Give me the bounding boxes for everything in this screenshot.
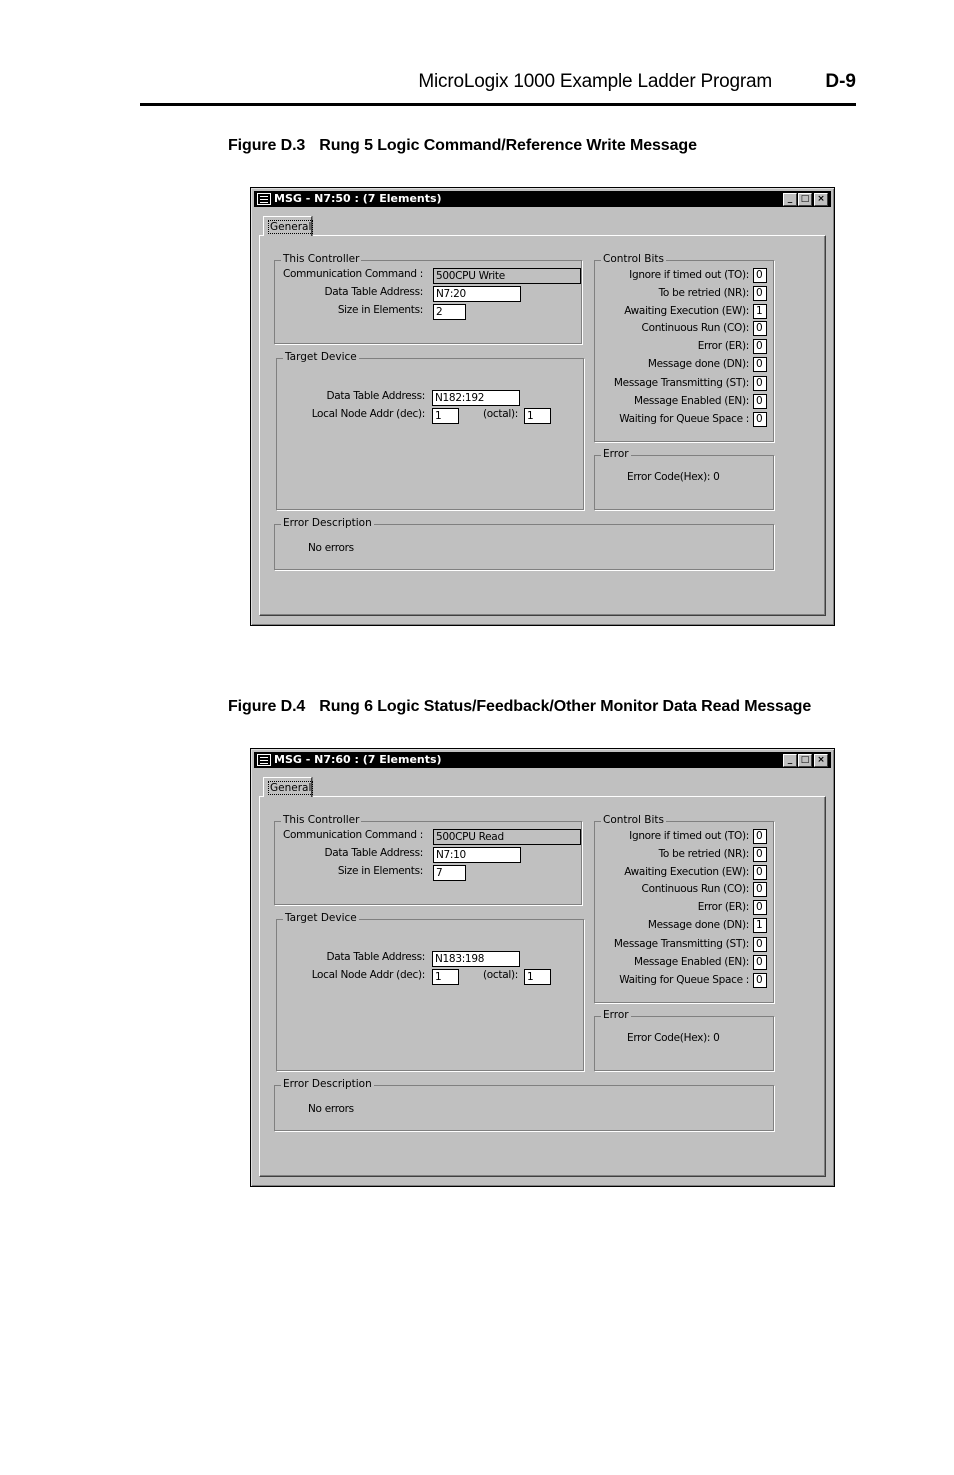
control-bit-label: Waiting for Queue Space : <box>619 974 749 986</box>
group-title: This Controller <box>283 814 360 826</box>
maximize-button[interactable]: □ <box>798 754 812 767</box>
data-table-address-label: Data Table Address: <box>324 847 423 859</box>
comm-command-field[interactable]: 500CPU Read <box>433 829 581 845</box>
window-title: MSG - N7:60 : (7 Elements) <box>274 753 442 766</box>
group-control-bits <box>594 814 774 1003</box>
window-title: MSG - N7:50 : (7 Elements) <box>274 192 442 205</box>
group-this-controller <box>274 253 582 344</box>
control-bit-field[interactable]: 0 <box>753 937 767 952</box>
data-table-address-input[interactable]: N7:20 <box>433 286 521 302</box>
control-bit-field[interactable]: 0 <box>753 865 767 880</box>
control-bit-label: Awaiting Execution (EW): <box>624 305 749 317</box>
size-in-elements-input[interactable]: 2 <box>433 304 466 320</box>
control-bit-field[interactable]: 0 <box>753 847 767 862</box>
control-bit-label: Waiting for Queue Space : <box>619 413 749 425</box>
control-bit-label: Awaiting Execution (EW): <box>624 866 749 878</box>
header-page-number: D-9 <box>825 71 856 92</box>
control-bit-label: Message done (DN): <box>647 358 749 370</box>
octal-label: (octal): <box>483 408 518 420</box>
group-title: Control Bits <box>603 253 665 265</box>
control-bit-label: Error (ER): <box>697 340 749 352</box>
target-data-table-label: Data Table Address: <box>326 390 425 402</box>
tab-general[interactable] <box>263 216 312 236</box>
control-bit-label: Continuous Run (CO): <box>641 883 749 895</box>
group-error <box>594 1009 774 1071</box>
size-in-elements-label: Size in Elements: <box>337 304 423 316</box>
comm-command-label: Communication Command : <box>282 829 423 841</box>
window-app-icon <box>257 193 271 205</box>
control-bit-field[interactable]: 0 <box>753 412 767 427</box>
minimize-button[interactable]: _ <box>783 193 797 206</box>
close-button[interactable]: × <box>814 754 828 767</box>
control-bit-field[interactable]: 0 <box>753 339 767 354</box>
error-description-text: No errors <box>308 1103 354 1115</box>
figure-caption <box>228 137 697 155</box>
comm-command-field[interactable]: 500CPU Write <box>433 268 581 284</box>
octal-input[interactable]: 1 <box>524 408 551 424</box>
control-bit-field[interactable]: 1 <box>753 918 767 933</box>
control-bit-field[interactable]: 0 <box>753 882 767 897</box>
group-error-description <box>274 1078 774 1131</box>
control-bit-field[interactable]: 0 <box>753 900 767 915</box>
figure-title: Rung 6 Logic Status/Feedback/Other Monitor Data Read Message <box>319 698 812 715</box>
control-bit-label: Message done (DN): <box>647 919 749 931</box>
target-data-table-input[interactable]: N183:198 <box>432 951 520 967</box>
group-control-bits <box>594 253 774 442</box>
local-node-label: Local Node Addr (dec): <box>311 969 425 981</box>
error-code-text: Error Code(Hex): 0 <box>627 1032 720 1044</box>
minimize-button[interactable]: _ <box>783 754 797 767</box>
header-title: MicroLogix 1000 Example Ladder Program <box>418 71 772 92</box>
maximize-button[interactable]: □ <box>798 193 812 206</box>
tab-label: General <box>270 221 312 233</box>
control-bit-field[interactable]: 0 <box>753 829 767 844</box>
msg-dialog-window <box>250 748 835 1187</box>
error-description-text: No errors <box>308 542 354 554</box>
local-node-input[interactable]: 1 <box>432 969 459 985</box>
group-title: This Controller <box>283 253 360 265</box>
tab-general[interactable] <box>263 777 312 797</box>
control-bit-label: Message Transmitting (ST): <box>613 377 749 389</box>
figure-caption <box>228 698 811 716</box>
control-bit-field[interactable]: 1 <box>753 304 767 319</box>
data-table-address-input[interactable]: N7:10 <box>433 847 521 863</box>
msg-dialog-window <box>250 187 835 626</box>
control-bit-field[interactable]: 0 <box>753 286 767 301</box>
data-table-address-label: Data Table Address: <box>324 286 423 298</box>
control-bit-label: To be retried (NR): <box>658 287 749 299</box>
group-title: Error <box>603 1009 629 1021</box>
window-titlebar[interactable] <box>254 752 831 768</box>
control-bit-field[interactable]: 0 <box>753 973 767 988</box>
group-target-device <box>276 351 584 510</box>
group-error-description <box>274 517 774 570</box>
octal-input[interactable]: 1 <box>524 969 551 985</box>
control-bit-label: Continuous Run (CO): <box>641 322 749 334</box>
error-code-text: Error Code(Hex): 0 <box>627 471 720 483</box>
octal-label: (octal): <box>483 969 518 981</box>
group-this-controller <box>274 814 582 905</box>
control-bit-field[interactable]: 0 <box>753 394 767 409</box>
tab-panel-general <box>259 796 826 1177</box>
window-titlebar[interactable] <box>254 191 831 207</box>
figure-title: Rung 5 Logic Command/Reference Write Message <box>319 137 697 154</box>
control-bit-label: Ignore if timed out (TO): <box>629 830 749 842</box>
control-bit-label: Message Enabled (EN): <box>633 956 749 968</box>
local-node-label: Local Node Addr (dec): <box>311 408 425 420</box>
control-bit-field[interactable]: 0 <box>753 955 767 970</box>
control-bit-field[interactable]: 0 <box>753 376 767 391</box>
tab-panel-general <box>259 235 826 616</box>
control-bit-label: Error (ER): <box>697 901 749 913</box>
close-button[interactable]: × <box>814 193 828 206</box>
group-title: Error <box>603 448 629 460</box>
control-bit-label: Message Enabled (EN): <box>633 395 749 407</box>
local-node-input[interactable]: 1 <box>432 408 459 424</box>
control-bit-label: Message Transmitting (ST): <box>613 938 749 950</box>
size-in-elements-label: Size in Elements: <box>337 865 423 877</box>
control-bit-label: Ignore if timed out (TO): <box>629 269 749 281</box>
group-title: Error Description <box>283 517 372 529</box>
figure-number: Figure D.3 <box>228 137 306 154</box>
figure-number: Figure D.4 <box>228 698 306 715</box>
control-bit-field[interactable]: 0 <box>753 321 767 336</box>
comm-command-label: Communication Command : <box>282 268 423 280</box>
control-bit-label: To be retried (NR): <box>658 848 749 860</box>
control-bit-field[interactable]: 0 <box>753 268 767 283</box>
group-title: Target Device <box>285 351 357 363</box>
group-title: Target Device <box>285 912 357 924</box>
group-title: Control Bits <box>603 814 665 826</box>
target-data-table-input[interactable]: N182:192 <box>432 390 520 406</box>
group-title: Error Description <box>283 1078 372 1090</box>
control-bit-field[interactable]: 0 <box>753 357 767 372</box>
page-header <box>140 68 856 106</box>
window-app-icon <box>257 754 271 766</box>
size-in-elements-input[interactable]: 7 <box>433 865 466 881</box>
group-target-device <box>276 912 584 1071</box>
tab-label: General <box>270 782 312 794</box>
group-error <box>594 448 774 510</box>
target-data-table-label: Data Table Address: <box>326 951 425 963</box>
